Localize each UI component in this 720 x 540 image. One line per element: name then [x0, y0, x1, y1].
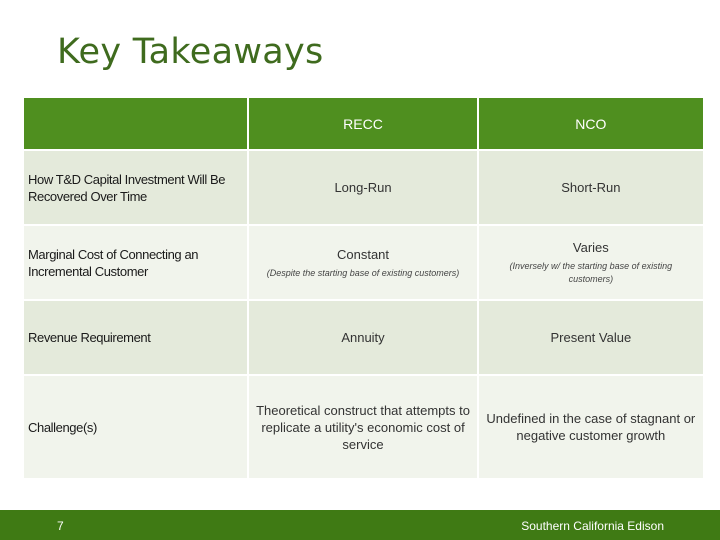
- row-label-challenges: Challenge(s): [28, 419, 97, 435]
- row-label-investment-recovery: How T&D Capital Investment Will Be Recovered Over Time: [28, 171, 226, 204]
- row-label-revenue-requirement: Revenue Requirement: [28, 330, 151, 345]
- table-row: [24, 376, 703, 478]
- nco-value: Undefined in the case of stagnant or negative customer growth: [486, 411, 696, 443]
- page-number: 7: [57, 519, 64, 533]
- header-cell-nco: NCO: [479, 98, 703, 149]
- nco-value: Varies: [572, 240, 609, 255]
- recc-value: Constant: [336, 246, 390, 262]
- nco-note: (Inversely w/ the starting base of existing customers): [509, 261, 673, 284]
- company-name: Southern California Edison: [521, 519, 664, 533]
- header-cell-empty: [24, 98, 247, 149]
- header-cell-recc: RECC: [249, 98, 476, 149]
- recc-note: (Despite the starting base of existing customers): [266, 267, 460, 278]
- comparison-table: [24, 98, 703, 478]
- table-row: [24, 226, 703, 299]
- table-row: [24, 301, 703, 374]
- nco-value: Present Value: [550, 330, 632, 345]
- recc-value: Theoretical construct that attempts to replicate a utility's economic cost of service: [256, 402, 470, 452]
- recc-value: Long-Run: [334, 180, 392, 195]
- recc-value: Annuity: [341, 330, 385, 345]
- table-header-row: [24, 98, 703, 149]
- slide-title: Key Takeaways: [57, 32, 324, 72]
- row-label-marginal-cost: Marginal Cost of Connecting an Incremental Customer: [28, 246, 199, 279]
- nco-value: Short-Run: [561, 180, 621, 195]
- table-row: [24, 151, 703, 224]
